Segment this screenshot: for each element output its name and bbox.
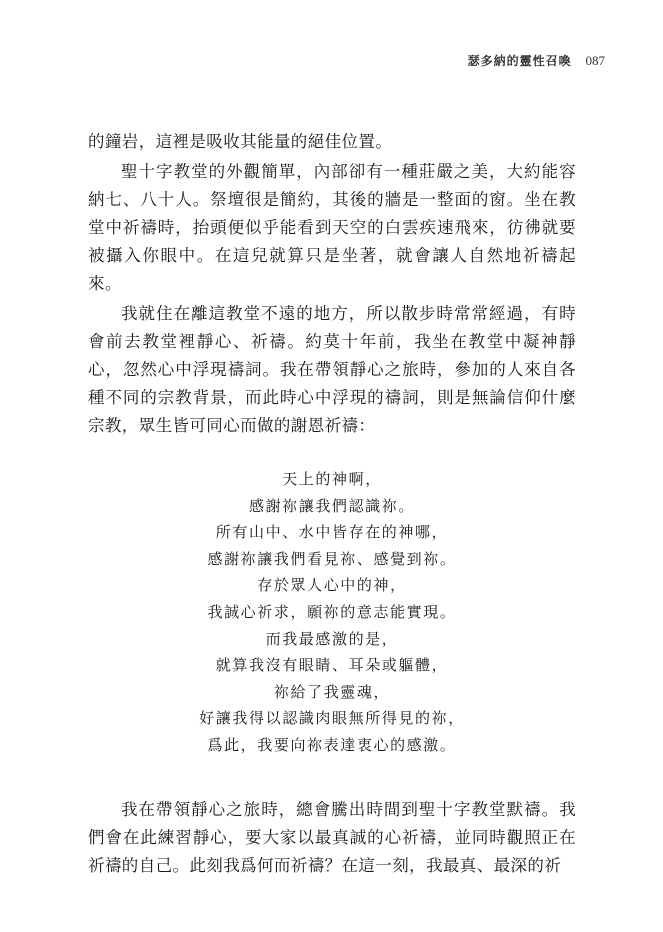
poem-line: 爲此，我要向祢表達衷心的感激。 bbox=[207, 735, 457, 754]
poem-line: 感謝祢讓我們認識祢。 bbox=[248, 496, 415, 515]
paragraph: 聖十字教堂的外觀簡單，內部卻有一種莊嚴之美，大約能容納七、八十人。祭壇很是簡約，其後的牆是一整面的窗。坐在教堂中祈禱時，抬頭便似乎能看到天空的白雲疾速飛來，彷彿就要被攝入你眼中。在這兒就算只是坐著，就會讓人自然地祈禱起來。 bbox=[88, 162, 576, 293]
paragraph: 我就住在離這教堂不遠的地方，所以散步時常常經過，有時會前去教堂裡靜心、祈禱。約莫十年前，我坐在教堂中凝神靜心，忽然心中浮現禱詞。我在帶領靜心之旅時，參加的人來自各種不同的宗教背景，而此時心中浮現的禱詞，則是無論信仰什麼宗教，眾生皆可同心而做的謝恩祈禱： bbox=[88, 304, 576, 435]
body-text-top bbox=[88, 128, 576, 442]
paragraph: 我在帶領靜心之旅時，總會騰出時間到聖十字教堂默禱。我們會在此練習靜心，要大家以最真誠的心祈禱，並同時觀照正在祈禱的自己。此刻我爲何而祈禱？在這一刻，我最真、最深的祈 bbox=[88, 800, 576, 875]
poem-line: 我誠心祈求，願祢的意志能實現。 bbox=[207, 602, 457, 621]
poem-line: 存於眾人心中的神， bbox=[257, 576, 407, 595]
poem-line: 天上的神啊， bbox=[282, 470, 382, 488]
poem-line: 而我最感激的是， bbox=[265, 629, 399, 648]
poem-line: 祢給了我靈魂， bbox=[273, 682, 391, 701]
prayer-poem bbox=[88, 466, 576, 759]
poem-line: 就算我沒有眼睛、耳朵或軀體， bbox=[215, 656, 449, 675]
poem-line: 好讓我得以認識肉眼無所得見的祢， bbox=[199, 709, 465, 728]
poem-line: 所有山中、水中皆存在的神哪， bbox=[215, 523, 449, 542]
page-number: 087 bbox=[585, 53, 605, 68]
poem-line: 感謝祢讓我們看見祢、感覺到祢。 bbox=[207, 549, 457, 568]
book-title: 瑟多納的靈性召喚 bbox=[467, 54, 572, 68]
paragraph-continued: 的鐘岩，這裡是吸收其能量的絕佳位置。 bbox=[88, 132, 393, 151]
body-text-bottom bbox=[88, 796, 576, 882]
running-head bbox=[468, 52, 605, 69]
